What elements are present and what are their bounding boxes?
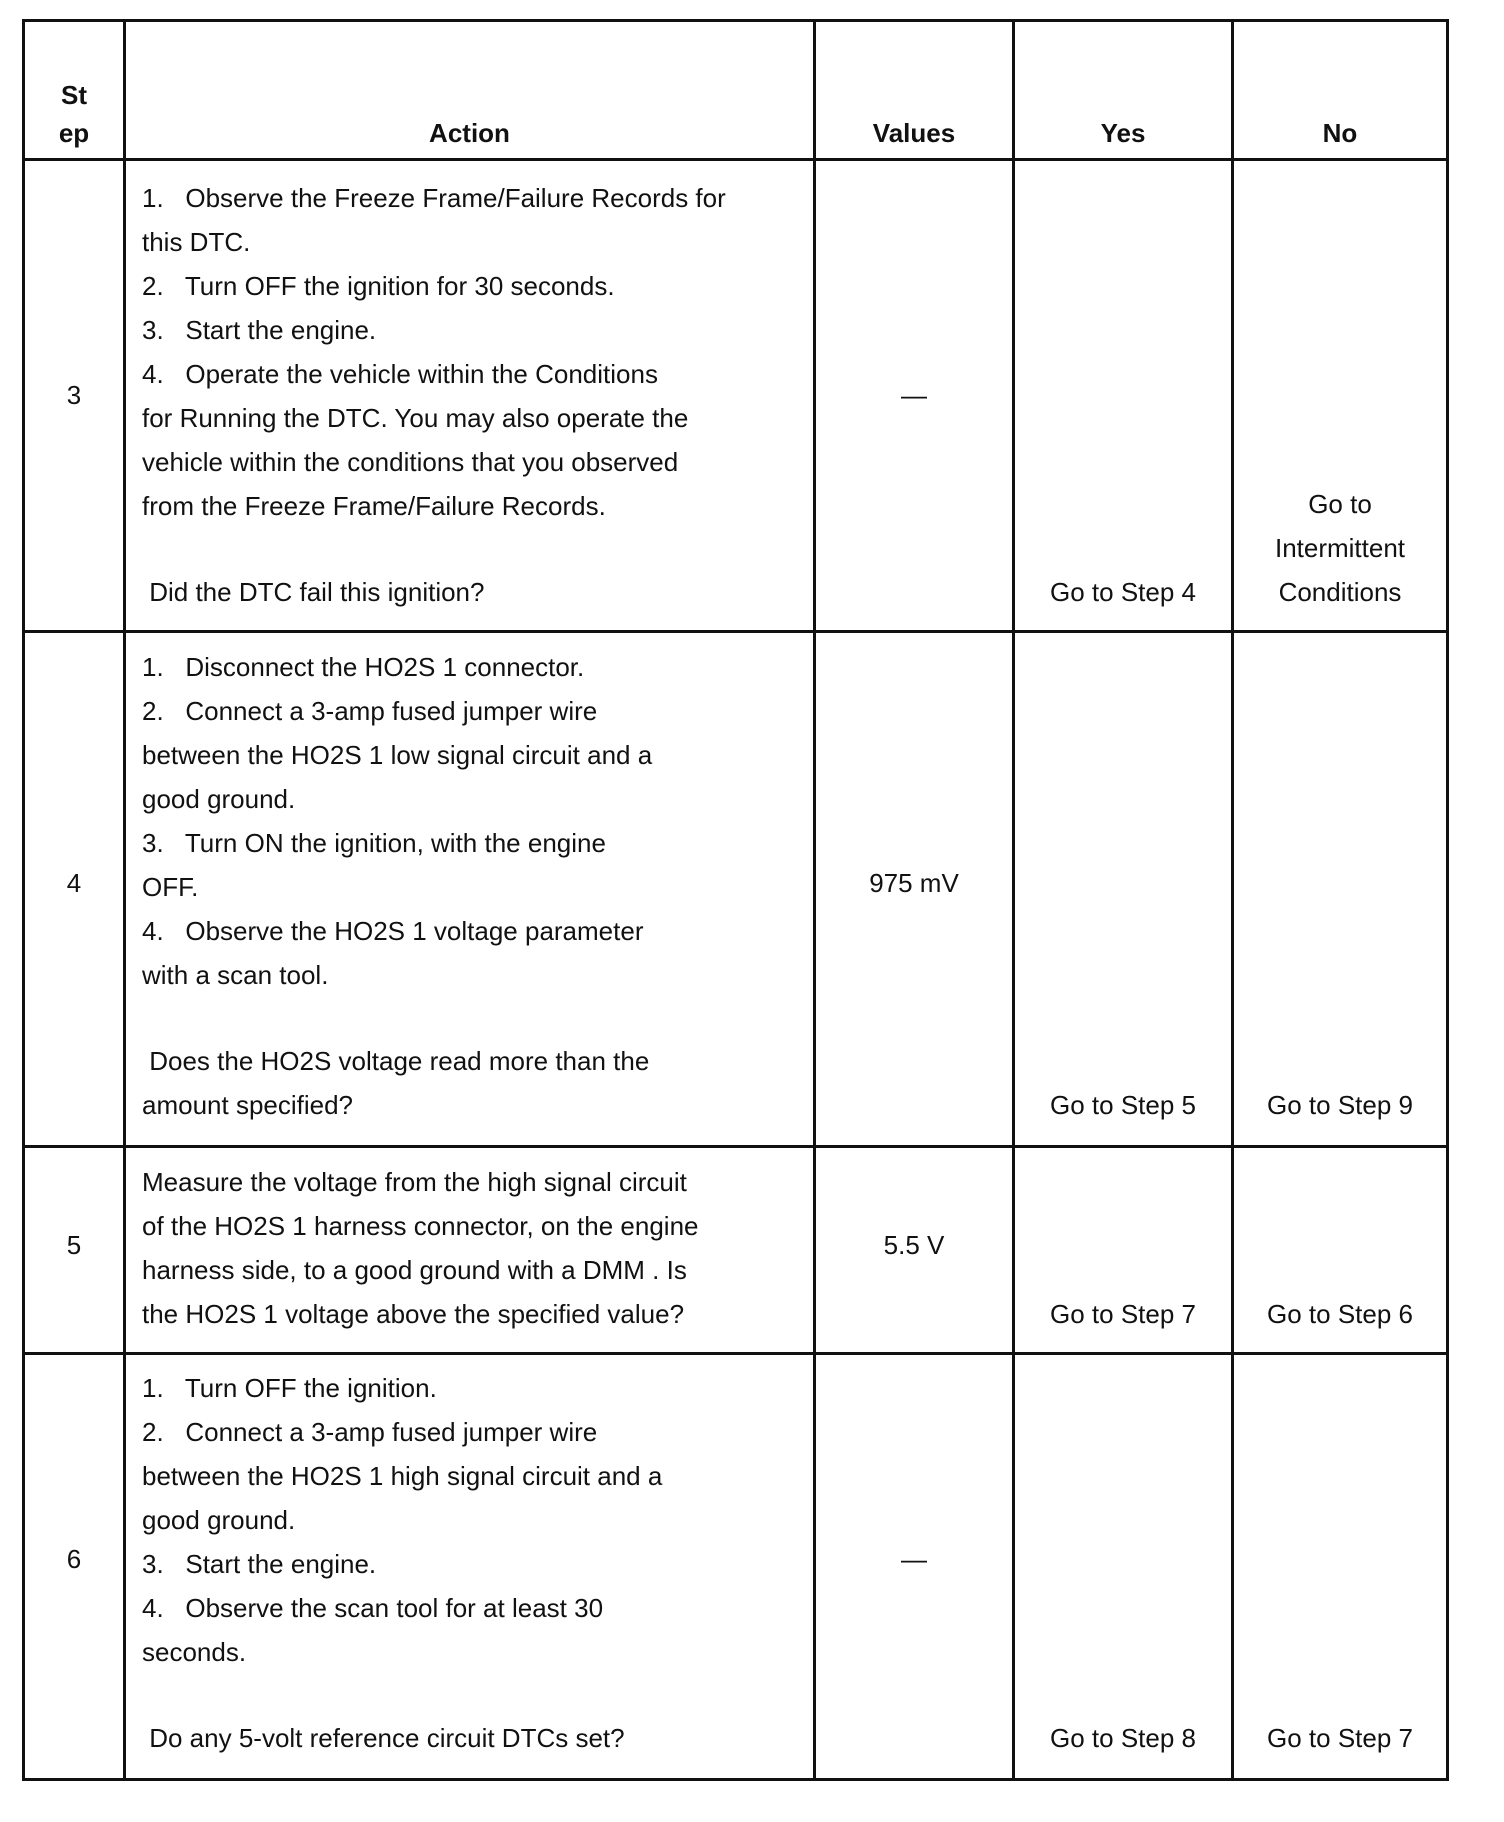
question-line: Does the HO2S voltage read more than the — [142, 1046, 650, 1076]
no-cell: Go to Step 6 — [1267, 1299, 1413, 1329]
step-number: 6 — [66, 1544, 82, 1574]
action-line: of the HO2S 1 harness connector, on the engine — [142, 1211, 699, 1241]
action-line: this DTC. — [142, 227, 251, 257]
yes-cell: Go to Step 7 — [1050, 1299, 1196, 1329]
table-border-top — [22, 19, 1449, 22]
no-cell-line: Go to — [1308, 489, 1372, 519]
table-border-right — [1446, 19, 1449, 1781]
no-cell-line: Conditions — [1278, 577, 1402, 607]
action-line: good ground. — [142, 784, 296, 814]
column-divider — [1012, 19, 1015, 1781]
value-cell: 975 mV — [869, 868, 959, 898]
action-line: 4. Observe the scan tool for at least 30 — [142, 1593, 604, 1623]
action-line: for Running the DTC. You may also operate the — [142, 403, 689, 433]
action-line: seconds. — [142, 1637, 247, 1667]
yes-cell: Go to Step 4 — [1050, 577, 1196, 607]
action-line: 4. Observe the HO2S 1 voltage parameter — [142, 916, 644, 946]
action-line: between the HO2S 1 high signal circuit and a — [142, 1461, 663, 1491]
action-line: 1. Disconnect the HO2S 1 connector. — [142, 652, 585, 682]
header-action: Action — [429, 118, 510, 148]
yes-cell: Go to Step 8 — [1050, 1723, 1196, 1753]
row-divider — [22, 630, 1449, 633]
action-line: between the HO2S 1 low signal circuit and a — [142, 740, 653, 770]
table-border-bottom — [22, 1778, 1449, 1781]
action-line: 3. Start the engine. — [142, 1549, 377, 1579]
header-step-line2: ep — [58, 118, 90, 148]
step-number: 4 — [66, 868, 82, 898]
no-cell: Go to Step 9 — [1267, 1090, 1413, 1120]
action-line: 3. Start the engine. — [142, 315, 377, 345]
step-number: 5 — [66, 1230, 82, 1260]
action-line: OFF. — [142, 872, 199, 902]
value-cell: 5.5 V — [883, 1230, 945, 1260]
no-cell: Go to Step 7 — [1267, 1723, 1413, 1753]
action-line: 3. Turn ON the ignition, with the engine — [142, 828, 606, 858]
question-line: Did the DTC fail this ignition? — [142, 577, 485, 607]
value-cell: — — [901, 380, 927, 410]
action-line: 2. Connect a 3-amp fused jumper wire — [142, 696, 598, 726]
header-step-line1: St — [61, 80, 87, 110]
column-divider — [1231, 19, 1234, 1781]
header-no: No — [1322, 118, 1358, 148]
row-divider — [22, 1352, 1449, 1355]
action-line: vehicle within the conditions that you observed — [142, 447, 679, 477]
action-line: 2. Turn OFF the ignition for 30 seconds. — [142, 271, 615, 301]
column-divider — [123, 19, 126, 1781]
step-number: 3 — [66, 380, 82, 410]
action-line: Measure the voltage from the high signal circuit — [142, 1167, 687, 1197]
header-yes: Yes — [1100, 118, 1146, 148]
question-line: Do any 5-volt reference circuit DTCs set? — [142, 1723, 625, 1753]
action-line: harness side, to a good ground with a DMM . Is — [142, 1255, 687, 1285]
row-divider — [22, 1145, 1449, 1148]
action-line: 4. Operate the vehicle within the Conditions — [142, 359, 658, 389]
action-line: from the Freeze Frame/Failure Records. — [142, 491, 606, 521]
action-line: 2. Connect a 3-amp fused jumper wire — [142, 1417, 598, 1447]
yes-cell: Go to Step 5 — [1050, 1090, 1196, 1120]
question-line: amount specified? — [142, 1090, 354, 1120]
row-divider — [22, 158, 1449, 161]
no-cell-line: Intermittent — [1274, 533, 1406, 563]
action-line: good ground. — [142, 1505, 296, 1535]
action-line: 1. Observe the Freeze Frame/Failure Records for — [142, 183, 726, 213]
header-values: Values — [872, 118, 956, 148]
action-line: the HO2S 1 voltage above the specified value? — [142, 1299, 685, 1329]
value-cell: — — [901, 1544, 927, 1574]
action-line: with a scan tool. — [142, 960, 329, 990]
action-line: 1. Turn OFF the ignition. — [142, 1373, 437, 1403]
